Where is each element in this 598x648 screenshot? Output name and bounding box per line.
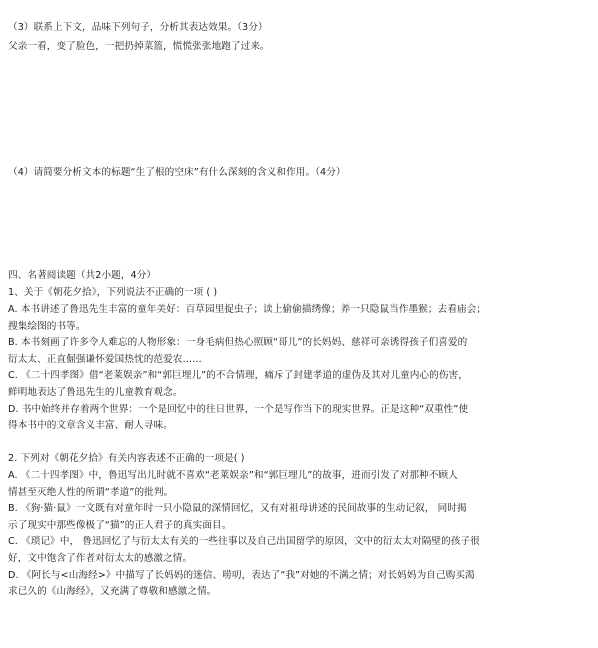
mc1-option-b-line2: 衍太太、正直倔强谦怀爱国热忱的范爱农…… bbox=[8, 354, 202, 365]
question-4-title: （4）请简要分析文本的标题“生了根的空床”有什么深刻的含义和作用。（4分） bbox=[8, 167, 346, 178]
mc1-option-c-line2: 鲜明地表达了鲁迅先生的儿童教育观念。 bbox=[8, 387, 183, 398]
mc2-option-d-line1: D. 《阿长与<山海经>》中描写了长妈妈的迷信、唠叨，表达了“我”对她的不满之情；对长妈妈为自己购买渴 bbox=[8, 570, 475, 581]
mc1-option-d-line1: D. 书中始终并存着两个世界：一个是回忆中的往日世界，一个是写作当下的现实世界。正是这种“双重性”使 bbox=[8, 404, 469, 415]
mc1-stem: 1、关于《朝花夕拾》，下列说法不正确的一项 ( ) bbox=[8, 287, 218, 298]
mc2-option-a-line1: A. 《二十四孝图》中，鲁迅写出儿时就不喜欢“老莱娱亲”和“郭巨埋儿”的故事，进而引发了对那种不顾人 bbox=[8, 470, 458, 481]
section-title: 四、名著阅读题（共2小题，4分） bbox=[8, 270, 157, 281]
mc2-option-d-line2: 求已久的《山海经》，又充满了尊敬和感激之情。 bbox=[8, 586, 217, 597]
mc1-option-a-line1: A. 本书讲述了鲁迅先生丰富的童年美好：百草园里捉虫子；读上偷偷描绣像；养一只隐鼠当作墨猴；去看庙会； bbox=[8, 304, 487, 315]
mc2-option-a-line2: 情甚至灭绝人性的所谓“孝道”的批判。 bbox=[8, 487, 174, 498]
question-3-title: （3）联系上下文，品味下列句子，分析其表达效果。（3分） bbox=[8, 22, 268, 33]
mc2-stem: 2. 下列对《朝花夕拾》有关内容表述不正确的一项是( ) bbox=[8, 453, 245, 464]
mc2-option-c-line2: 好，文中饱含了作者对衍太太的感激之情。 bbox=[8, 553, 193, 564]
mc1-option-c-line1: C. 《二十四孝图》借“老莱娱亲”和“郭巨埋儿”的不合情理，痛斥了封建孝道的虚伪及其对儿童内心的伤害， bbox=[8, 370, 468, 381]
mc2-option-c-line1: C. 《琐记》中， 鲁迅回忆了与衍太太有关的一些往事以及自己出国留学的原因，文中的衍太太对隔壁的孩子很 bbox=[8, 536, 480, 547]
question-3-sentence: 父亲一看，变了脸色，一把扔掉菜篮，慌慌张张地跑了过来。 bbox=[8, 41, 270, 52]
mc1-option-a-line2: 搜集绘图的书等。 bbox=[8, 321, 86, 332]
mc2-option-b-line2: 示了现实中那些像极了“猫”的正人君子的真实面目。 bbox=[8, 520, 232, 531]
mc1-option-d-line2: 得本书中的文章含义丰富、耐人寻味。 bbox=[8, 420, 173, 431]
mc2-option-b-line1: B. 《狗·猫·鼠》一文既有对童年时一只小隐鼠的深情回忆，又有对祖母讲述的民间故事的生动记叙， 同时揭 bbox=[8, 503, 467, 514]
mc1-option-b-line1: B. 本书刻画了许多令人难忘的人物形象：一身毛病但热心照顾“哥儿”的长妈妈、慈祥可亲诱得孩子们喜爱的 bbox=[8, 337, 468, 348]
